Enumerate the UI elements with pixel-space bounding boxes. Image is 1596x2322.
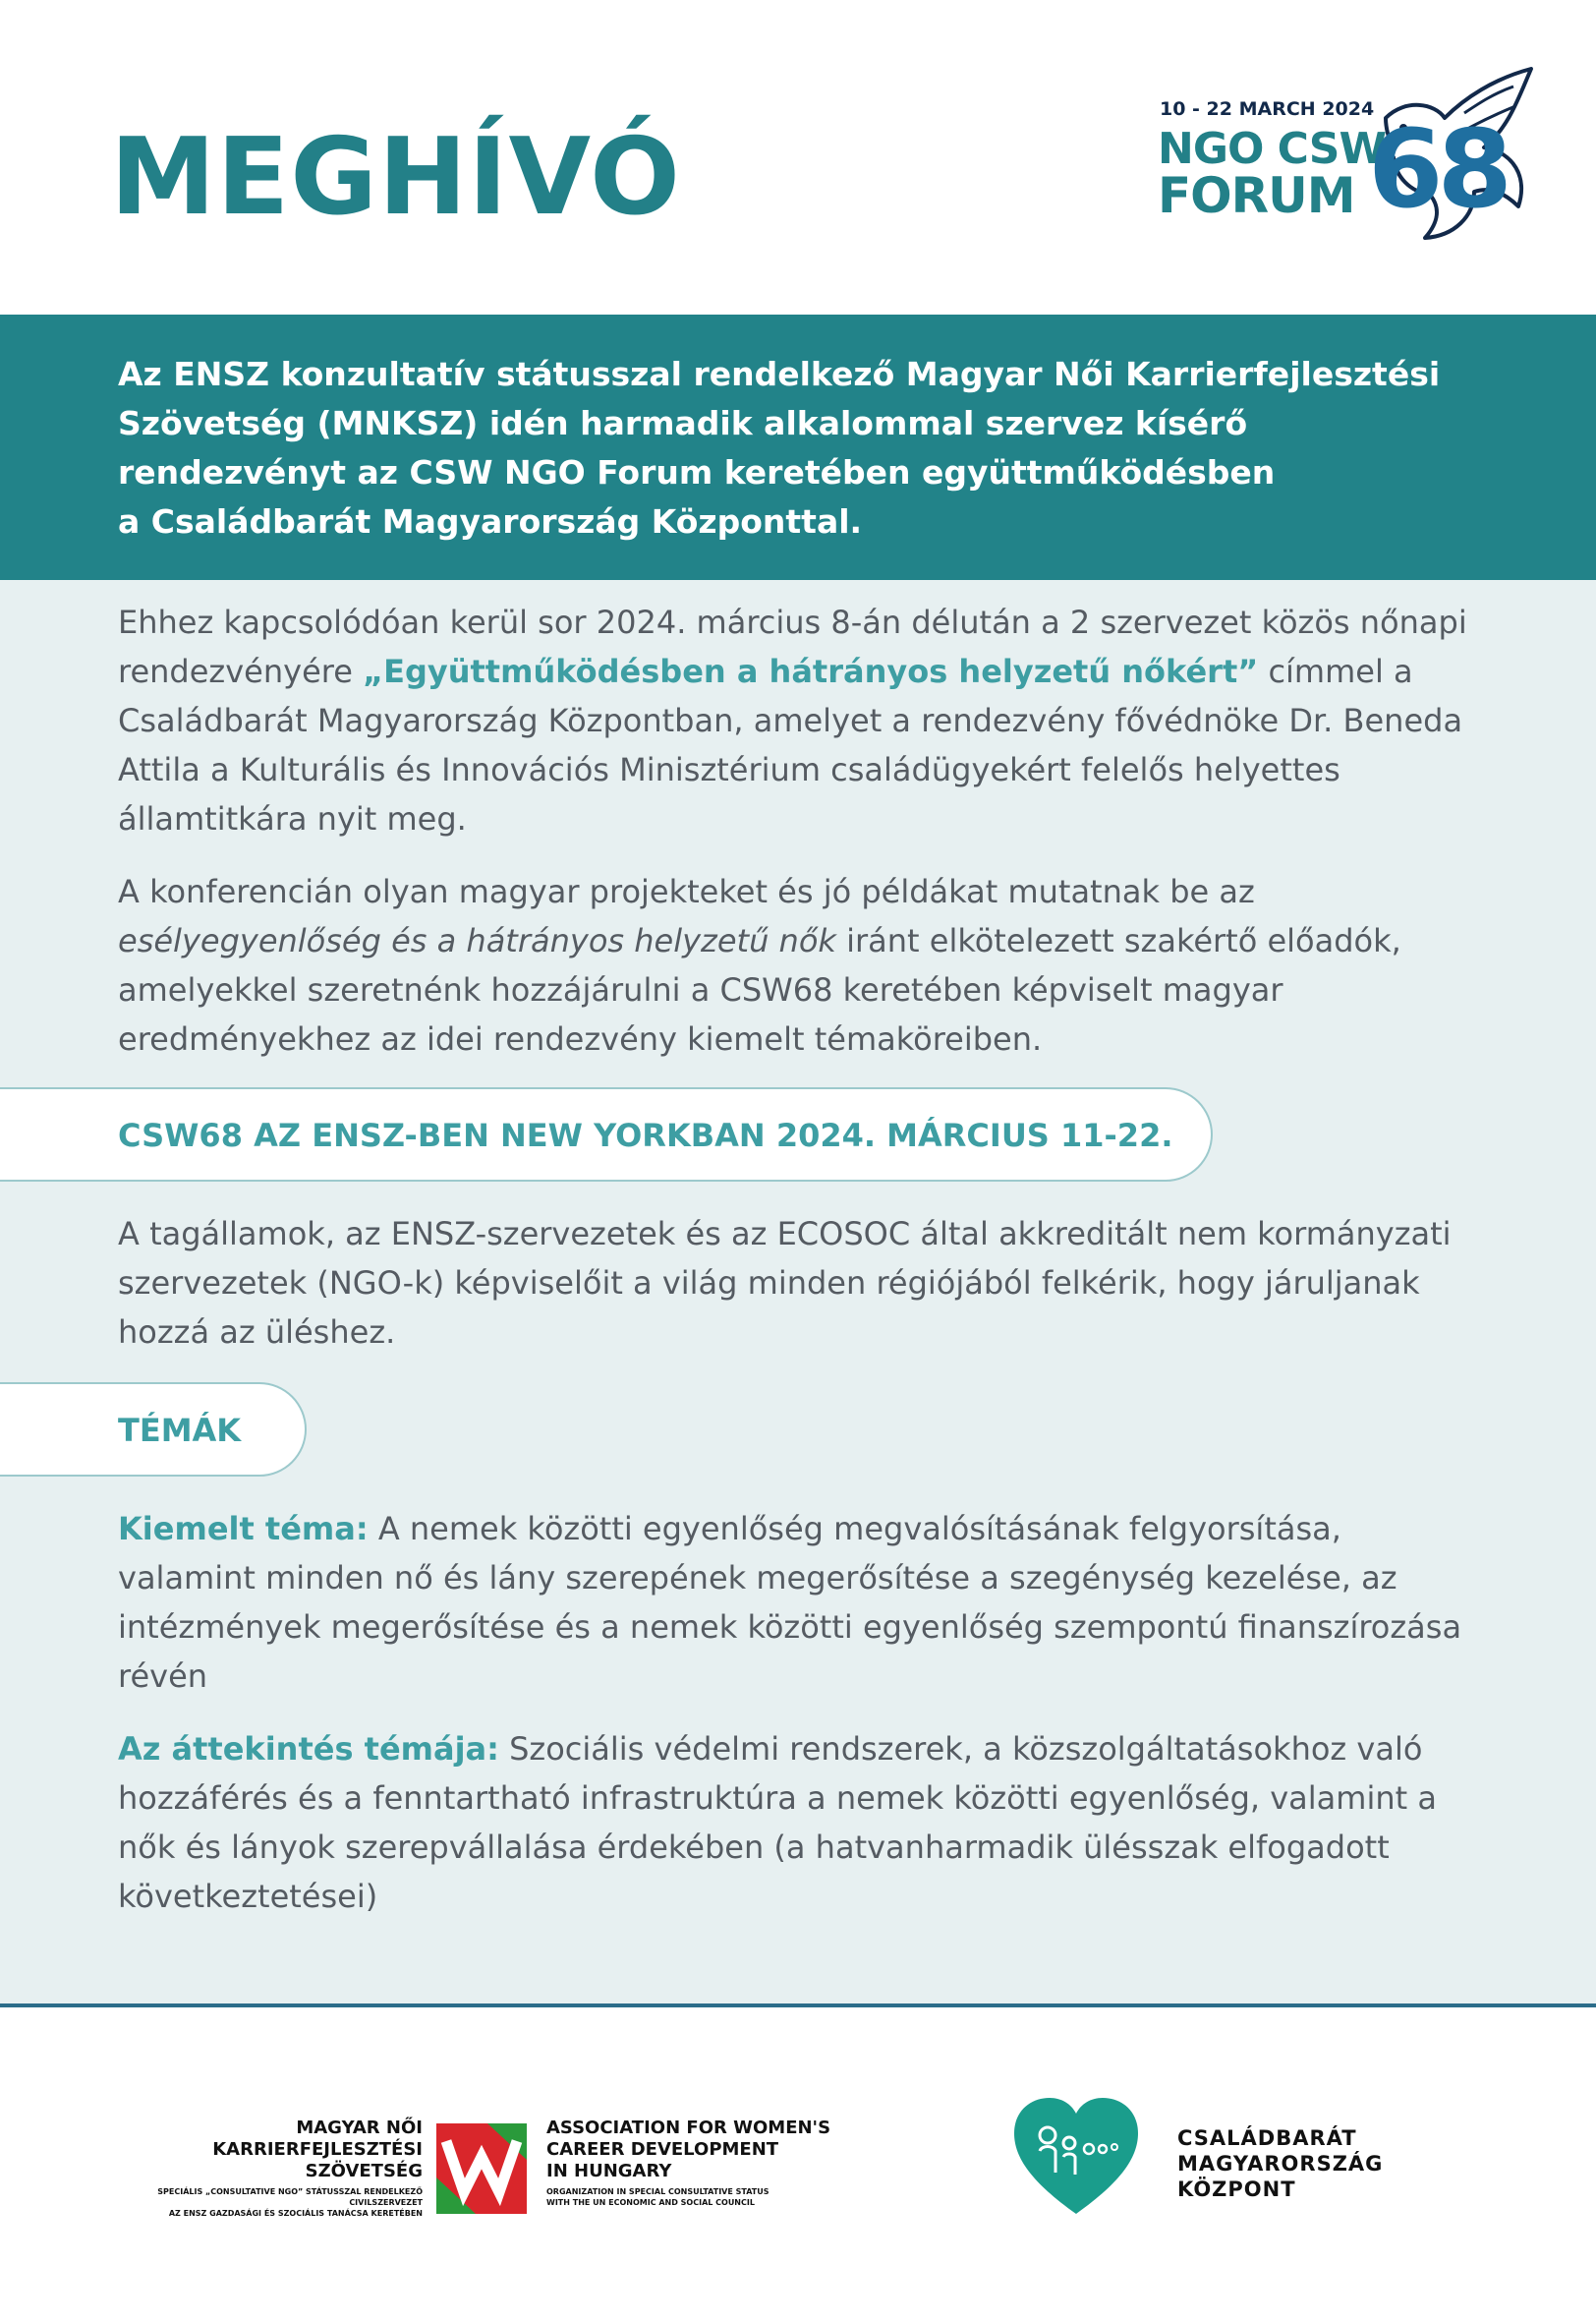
theme-label: Az áttekintés témája: [118, 1730, 499, 1768]
emphasis-text: esélyegyenlőség és a hátrányos helyzetű nők [118, 922, 836, 959]
section-heading-csw68 [0, 1087, 1213, 1182]
mnksz-name-hungarian [108, 2118, 423, 2219]
intro-line: rendezvényt az CSW NGO Forum keretében együttműködésben [118, 453, 1276, 492]
org-name-line: ASSOCIATION FOR WOMEN'S [546, 2118, 831, 2138]
paragraph-text: címmel a Családbarát Magyarország Központban, amelyet a rendezvény fővédnöke Dr. Beneda Attila a Kulturális és Innovációs Minisztérium családügyekért felelős helyettes államtitkára nyit meg. [118, 653, 1463, 838]
paragraph-priority-theme [118, 1504, 1484, 1701]
csw-forum-logo [1150, 59, 1543, 256]
org-subtitle-line: SPECIÁLIS „CONSULTATIVE NGO” STÁTUSSZAL RENDELKEZŐ CIVILSZERVEZET [157, 2187, 423, 2207]
mnksz-logo-icon [436, 2123, 527, 2214]
intro-banner [0, 315, 1596, 580]
paragraph-text: iránt elkötelezett szakértő előadók, amelyekkel szeretnénk hozzájárulni a CSW68 keretében képviselt magyar eredményekhez az idei rendezvény kiemelt témaköreiben. [118, 922, 1401, 1058]
intro-line: Szövetség (MNKSZ) idén harmadik alkalommal szervez kísérő [118, 404, 1248, 442]
org-name-line: IN HUNGARY [546, 2161, 672, 2181]
event-title: „Együttműködésben a hátrányos helyzetű nőkért” [363, 653, 1259, 690]
forum-number: 68 [1368, 106, 1508, 232]
org-name-line: SZÖVETSÉG [305, 2161, 423, 2181]
forum-name-line2: FORUM [1158, 167, 1355, 224]
cbm-name [1177, 2125, 1383, 2202]
org-subtitle [546, 2186, 861, 2208]
intro-text [118, 350, 1474, 547]
heart-family-icon [1012, 2094, 1140, 2222]
org-name-line: CSALÁDBARÁT [1177, 2126, 1357, 2150]
org-subtitle-line: AZ ENSZ GAZDASÁGI ÉS SZOCIÁLIS TANÁCSA KERETÉBEN [168, 2209, 423, 2218]
mnksz-name-english [546, 2118, 861, 2208]
org-subtitle-line: WITH THE UN ECONOMIC AND SOCIAL COUNCIL [546, 2198, 755, 2207]
org-name-line: KÖZPONT [1177, 2177, 1296, 2201]
org-subtitle [108, 2186, 423, 2219]
page-title: MEGHÍVÓ [110, 116, 681, 239]
org-name-line: KARRIERFEJLESZTÉSI [212, 2139, 423, 2160]
intro-line: a Családbarát Magyarország Központtal. [118, 502, 863, 541]
paragraph-event [118, 598, 1484, 843]
org-subtitle-line: ORGANIZATION IN SPECIAL CONSULTATIVE STATUS [546, 2187, 770, 2196]
forum-date: 10 - 22 MARCH 2024 [1160, 98, 1375, 120]
page-header [0, 0, 1596, 315]
paragraph-text: A nemek közötti egyenlőség megvalósításának felgyorsítása, valamint minden nő és lány szerepének megerősítése a szegénység kezelése, az intézmények megerősítése és a nemek közötti egyenlőség szempontú finanszírozása révén [118, 1510, 1462, 1695]
paragraph-text: A konferencián olyan magyar projekteket és jó példákat mutatnak be az [118, 873, 1255, 910]
main-content [0, 580, 1596, 2005]
paragraph-review-theme [118, 1724, 1484, 1921]
section-heading-topics [0, 1382, 307, 1477]
forum-name-line1: NGO CSW [1158, 124, 1386, 174]
paragraph-member-states: A tagállamok, az ENSZ-szervezetek és az ECOSOC által akkreditált nem kormányzati szervezetek (NGO-k) képviselőit a világ minden régiójából felkérik, hogy járuljanak hozzá az üléshez. [118, 1215, 1452, 1351]
paragraph-text: Szociális védelmi rendszerek, a közszolgáltatásokhoz való hozzáférés és a fenntartható infrastruktúra a nemek közötti egyenlőség, valamint a nők és lányok szerepvállalása érdekében (a hatvanharmadik ülésszak elfogadott következtetései) [118, 1730, 1437, 1915]
section-heading-text: TÉMÁK [118, 1412, 242, 1449]
org-name-line: MAGYARORSZÁG [1177, 2152, 1384, 2176]
intro-line: Az ENSZ konzultatív státusszal rendelkező Magyar Női Karrierfejlesztési [118, 355, 1441, 393]
paragraph-text: Ehhez kapcsolódóan kerül sor 2024. március 8-án délután a 2 szervezet közös nőnapi rendezvényére [118, 604, 1467, 690]
theme-label: Kiemelt téma: [118, 1510, 369, 1547]
org-name-line: CAREER DEVELOPMENT [546, 2139, 779, 2160]
page-footer [0, 2007, 1596, 2322]
paragraph-conference [118, 867, 1484, 1064]
section-heading-text: CSW68 AZ ENSZ-BEN NEW YORKBAN 2024. MÁRCIUS 11-22. [118, 1117, 1173, 1154]
org-name-line: MAGYAR NŐI [296, 2118, 423, 2138]
